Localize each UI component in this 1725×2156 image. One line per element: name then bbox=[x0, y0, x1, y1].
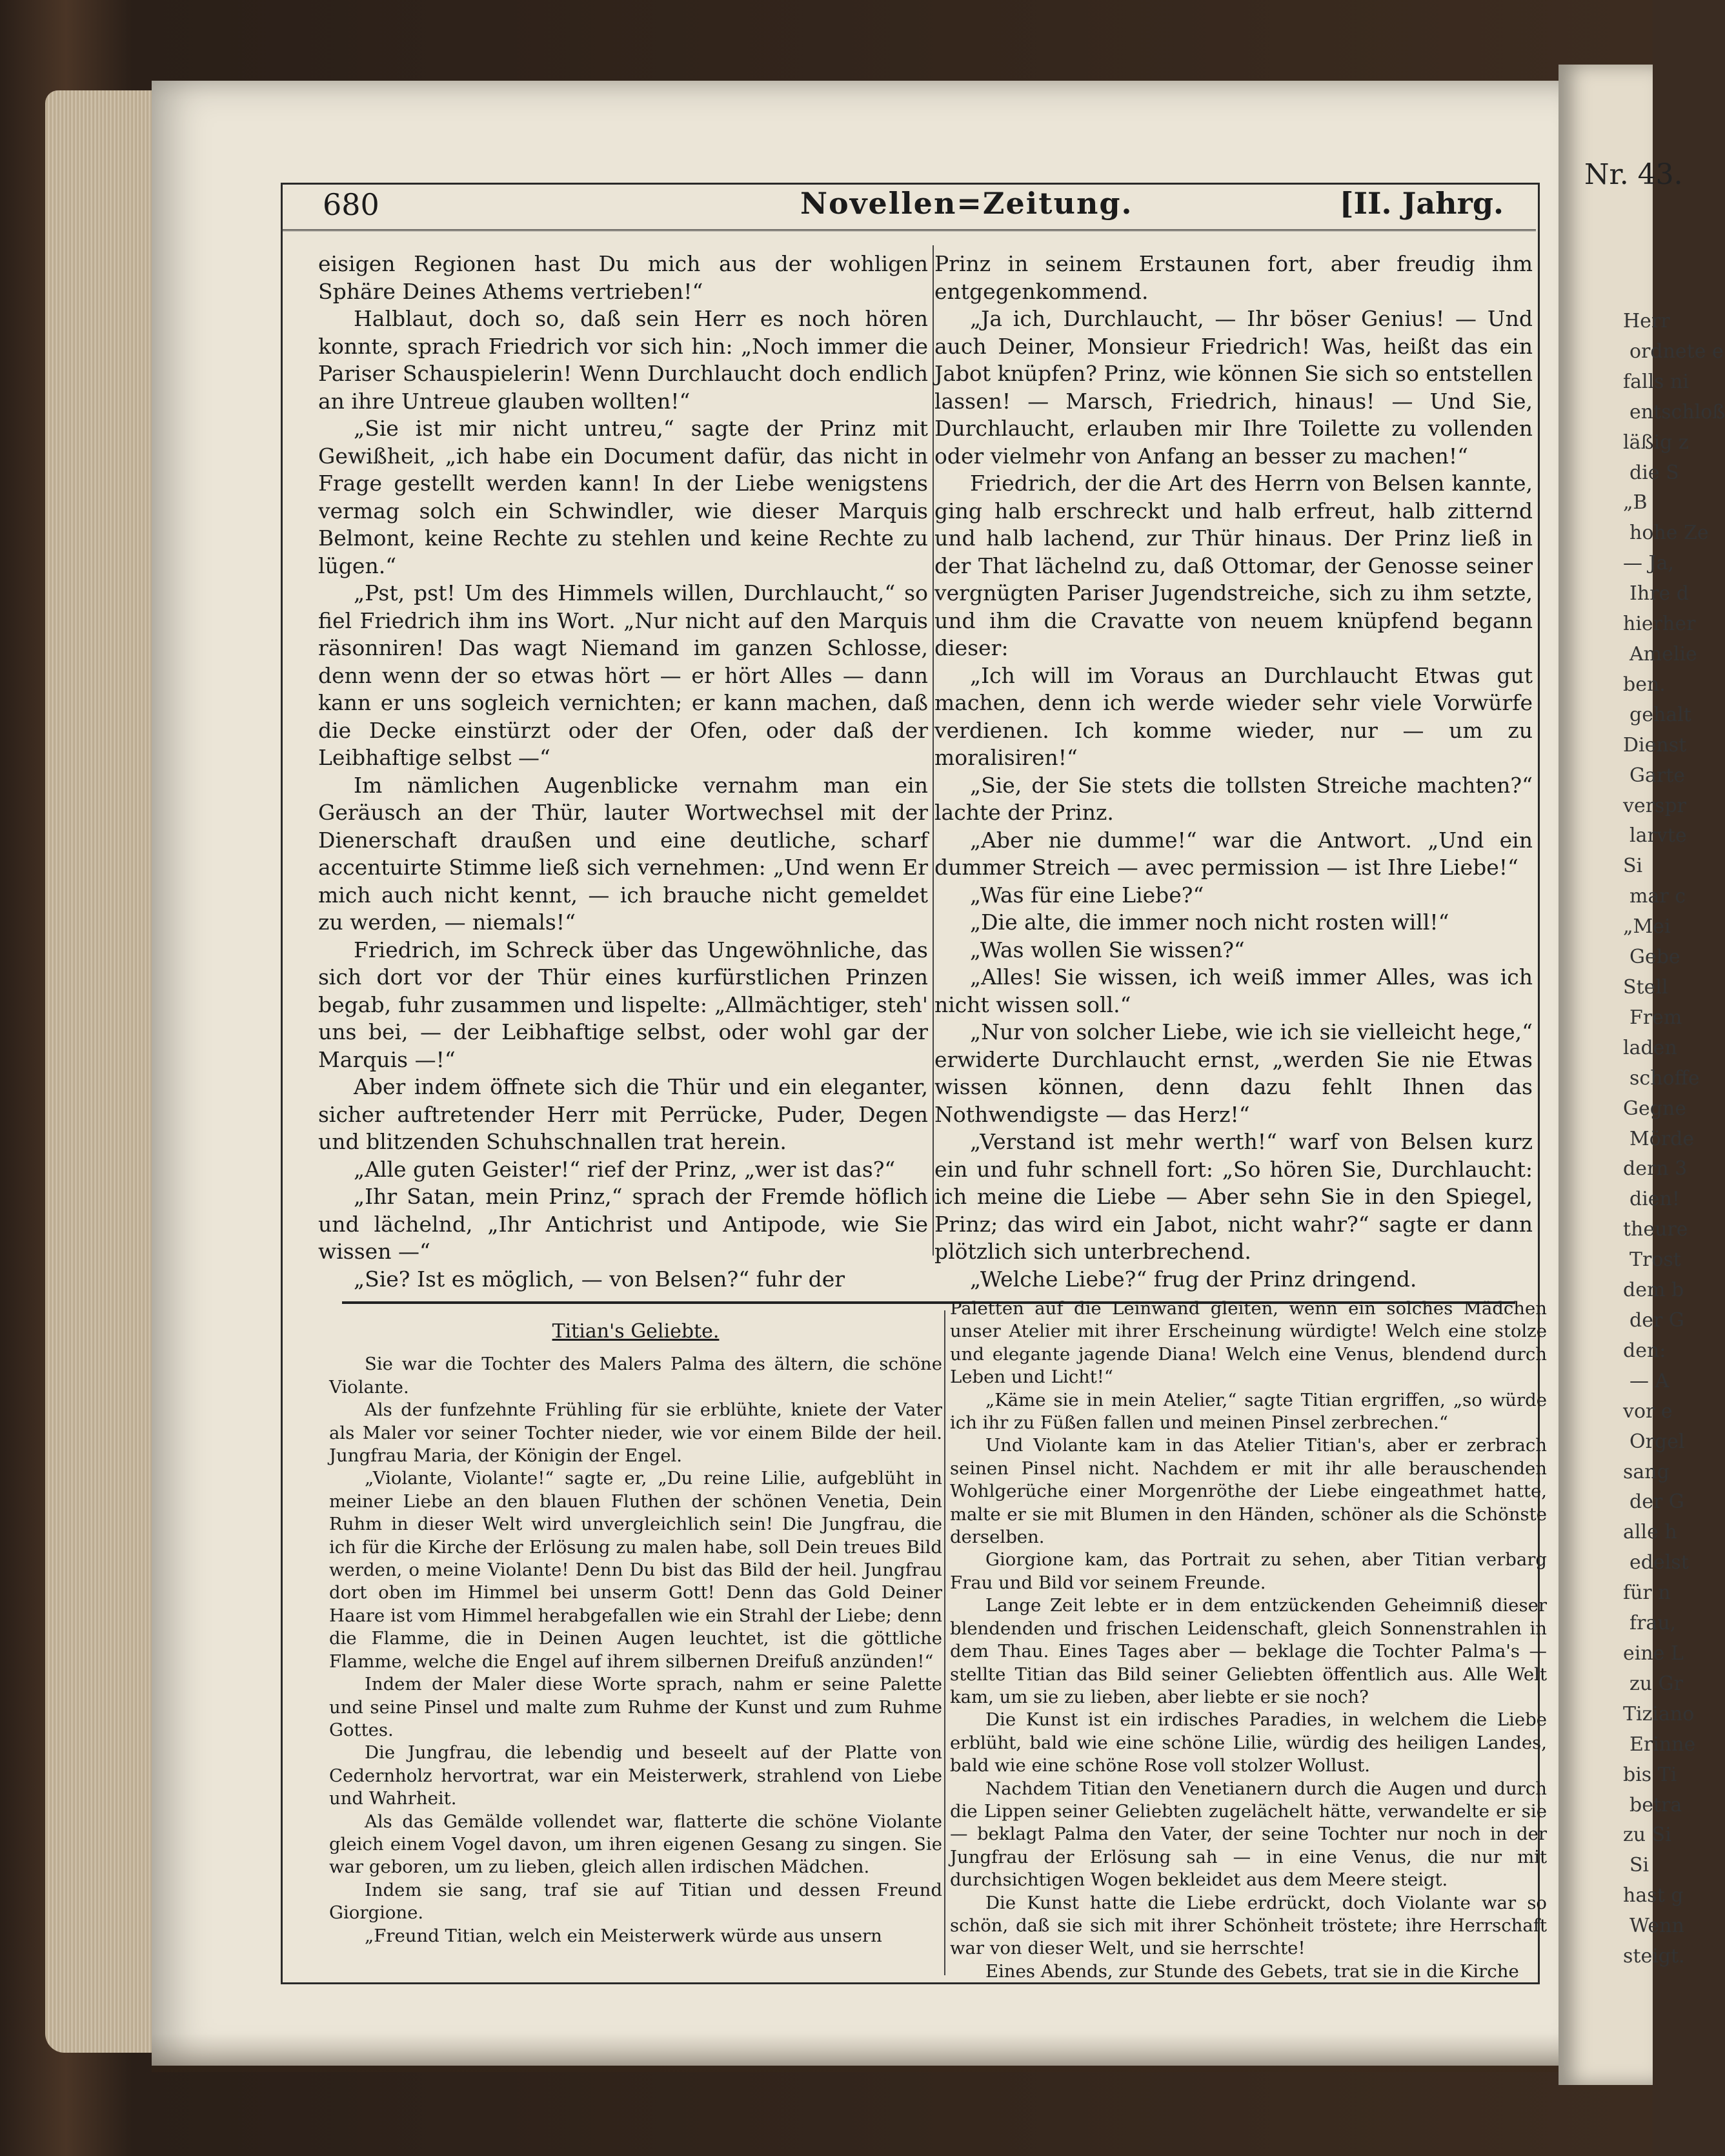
adjacent-page-fragment: „Mei bbox=[1623, 915, 1671, 939]
paragraph: eisigen Regionen hast Du mich aus der wohligen Sphäre Deines Athems vertrieben!“ bbox=[318, 251, 928, 304]
paragraph: Sie war die Tochter des Malers Palma des ältern, die schöne Violante. bbox=[329, 1354, 942, 1398]
adjacent-page-fragment: Frem bbox=[1629, 1006, 1682, 1029]
adjacent-page-fragment: theure bbox=[1623, 1218, 1688, 1241]
adjacent-page-fragment: „B bbox=[1623, 491, 1648, 514]
paragraph: „Sie ist mir nicht untreu,“ sagte der Prinz mit Gewißheit, „ich habe ein Document dafür, das nicht in Frage gestellt werden kann! In der Liebe wenigstens vermag solch ein Schwindler, wie dieser Marquis Belmont, keine Rechte zu stehlen und keine Rechte zu lügen.“ bbox=[318, 416, 928, 578]
upper-left-column bbox=[318, 250, 928, 1293]
adjacent-page-fragment: Garte bbox=[1629, 764, 1686, 787]
paragraph: „Verstand ist mehr werth!“ warf von Belsen kurz ein und fuhr schnell fort: „So hören Sie, Durchlaucht: ich meine die Liebe — Aber sehn Sie in den Spiegel, Prinz; das wird ein Jabot, nicht wahr?“ sagte er dann plötzlich sich unterbrechend. bbox=[934, 1129, 1533, 1264]
column-divider bbox=[933, 245, 934, 1256]
adjacent-page-fragment: die S bbox=[1629, 461, 1679, 484]
adjacent-page-fragment: eine L bbox=[1623, 1642, 1684, 1665]
paragraph: Lange Zeit lebte er in dem entzückenden Geheimniß dieser blendenden und frischen Leidenschaft, gleich Sonnenstrahlen in dem Thau. Eines Tages aber — beklage die Tochter Palma's — stellte Titian das Bild seiner Geliebten öffentlich aus. Alle Welt kam, um sie zu lieben, aber liebte er sie noch? bbox=[950, 1595, 1547, 1707]
paragraph: Aber indem öffnete sich die Thür und ein eleganter, sicher auftretender Herr mit Perrücke, Puder, Degen und blitzenden Schuhschnallen trat herein. bbox=[318, 1074, 928, 1154]
adjacent-page-fragment: Trost bbox=[1629, 1248, 1681, 1272]
page-number: 680 bbox=[323, 187, 379, 222]
paragraph: „Freund Titian, welch ein Meisterwerk würde aus unsern bbox=[365, 1925, 882, 1946]
adjacent-page-fragment: der G bbox=[1629, 1490, 1684, 1514]
paragraph: „Was wollen Sie wissen?“ bbox=[970, 937, 1245, 962]
adjacent-page-fragment: verspr bbox=[1623, 794, 1686, 817]
adjacent-page-fragment: bis Ti bbox=[1623, 1763, 1677, 1786]
paragraph: „Sie, der Sie stets die tollsten Streiche machten?“ lachte der Prinz. bbox=[934, 772, 1533, 825]
adjacent-page-fragment: Herr bbox=[1623, 310, 1670, 332]
adjacent-page-fragment: zu Gr bbox=[1629, 1672, 1683, 1695]
adjacent-page-fragment: laden bbox=[1623, 1036, 1677, 1059]
adjacent-page-fragment: Dienst bbox=[1623, 733, 1687, 757]
paragraph: „Ihr Satan, mein Prinz,“ sprach der Fremde höflich und lächelnd, „Ihr Antichrist und Antipode, wie Sie wissen —“ bbox=[318, 1184, 928, 1264]
adjacent-page-fragment: falls ni bbox=[1623, 370, 1690, 393]
adjacent-page-fragment: Gegne bbox=[1623, 1097, 1686, 1120]
adjacent-page-fragment: Wenn bbox=[1629, 1915, 1684, 1938]
paragraph: „Was für eine Liebe?“ bbox=[970, 882, 1204, 908]
paragraph: Im nämlichen Augenblicke vernahm man ein Geräusch an der Thür, lauter Wortwechsel mit der Dienerschaft draußen und eine deutliche, scharf accentuirte Stimme ließ sich vernehmen: „Und wenn Er mich auch nicht kennt, — ich brauche nicht gemeldet zu werden, — niemals!“ bbox=[318, 772, 928, 935]
paragraph: „Welche Liebe?“ frug der Prinz dringend. bbox=[970, 1266, 1417, 1292]
adjacent-page-fragment: läßig z bbox=[1623, 431, 1689, 454]
page-header bbox=[323, 186, 1504, 225]
paragraph: Prinz in seinem Erstaunen fort, aber freudig ihm entgegenkommend. bbox=[934, 251, 1533, 304]
adjacent-page-fragment: hohe Ze bbox=[1629, 522, 1709, 545]
adjacent-page-fragment: alle h bbox=[1623, 1521, 1677, 1544]
adjacent-page-header: Nr. 43. bbox=[1584, 158, 1683, 191]
paragraph: Paletten auf die Leinwand gleiten, wenn ein solches Mädchen unser Atelier mit ihrer Erscheinung würdigte! Welch eine stolze und elegante jagende Diana! Welch eine Venus, blendend durch Leben und Licht!“ bbox=[950, 1298, 1547, 1388]
story-title: Titian's Geliebte. bbox=[552, 1320, 720, 1343]
adjacent-page-fragment: Stell bbox=[1623, 976, 1668, 999]
adjacent-page-fragment: mar c bbox=[1629, 885, 1686, 908]
paragraph: „Aber nie dumme!“ war die Antwort. „Und ein dummer Streich — avec permission — ist Ihre Liebe!“ bbox=[934, 827, 1533, 880]
adjacent-page-fragment: hierher bbox=[1623, 613, 1696, 636]
adjacent-page-fragment: entschloß bbox=[1629, 400, 1725, 423]
paragraph: „Käme sie in mein Atelier,“ sagte Titian ergriffen, „so würde ich ihr zu Füßen fallen und meinen Pinsel zerbrechen.“ bbox=[950, 1389, 1547, 1434]
adjacent-page-fragment: betra bbox=[1629, 1793, 1682, 1816]
adjacent-page-fragment: frau, bbox=[1629, 1612, 1677, 1635]
adjacent-page-fragment: Mörde bbox=[1629, 1127, 1695, 1150]
adjacent-page-fragment: — A bbox=[1629, 1369, 1670, 1392]
paragraph: „Ja ich, Durchlaucht, — Ihr böser Genius! — Und auch Deiner, Monsieur Friedrich! Was, heißt das ein Jabot knüpfen? Prinz, wie können Sie sich so entstellen lassen! — Marsch, Friedrich, hinaus! — Und Sie, Durchlaucht, erlauben mir Ihre Toilette zu vollenden oder vielmehr von Anfang an besser zu machen!“ bbox=[934, 306, 1533, 469]
paragraph: Und Violante kam in das Atelier Titian's, aber er zerbrach seinen Pinsel nicht. Nachdem er mit ihr alle berauschenden Wohlgerüche einer Morgenröthe der Liebe eingeathmet hatte, malte er sie mit Blumen in den Händen, schöner als die Schönste derselben. bbox=[950, 1435, 1547, 1548]
upper-right-column bbox=[934, 250, 1533, 1293]
paragraph: „Alles! Sie wissen, ich weiß immer Alles, was ich nicht wissen soll.“ bbox=[934, 964, 1533, 1017]
paragraph: Als der funfzehnte Frühling für sie erblühte, kniete der Vater als Maler vor seiner Tochter nieder, wie vor einem Bilde der heil. Jungfrau Maria, der Königin der Engel. bbox=[329, 1399, 942, 1467]
adjacent-page-fragment: larvte bbox=[1629, 824, 1687, 848]
adjacent-page-fragment: Si bbox=[1629, 1854, 1649, 1877]
lower-left-column bbox=[329, 1320, 942, 1948]
adjacent-page bbox=[1559, 65, 1725, 2085]
paragraph: „Pst, pst! Um des Himmels willen, Durchlaucht,“ so fiel Friedrich ihm ins Wort. „Nur nicht auf den Marquis räsonniren! Das wagt Niemand im ganzen Schlosse, denn wenn der so etwas hört — er hört Alles — dann kann er uns sogleich vernichten; er kann machen, daß die Decke einstürzt oder der Ofen, oder daß der Leibhaftige selbst —“ bbox=[318, 580, 928, 770]
paragraph: Die Kunst hatte die Liebe erdrückt, doch Violante war so schön, daß sie sich mit ihrer Schönheit tröstete; ihre Herrschaft war von dieser Welt, und sie herrschte! bbox=[950, 1892, 1547, 1959]
adjacent-page-fragment: dem b bbox=[1623, 1279, 1684, 1302]
paragraph: „Die alte, die immer noch nicht rosten will!“ bbox=[970, 910, 1449, 935]
adjacent-page-fragment: edelst bbox=[1629, 1551, 1689, 1574]
page-shadow bbox=[152, 2033, 1559, 2072]
adjacent-page-fragment: Gebe bbox=[1629, 946, 1680, 969]
adjacent-page-fragment: Erinne bbox=[1629, 1733, 1696, 1756]
adjacent-page-fragment: Si bbox=[1623, 855, 1643, 878]
adjacent-page-fragment: vor e bbox=[1623, 1399, 1673, 1423]
adjacent-page-fragment: Orgel bbox=[1629, 1430, 1685, 1453]
adjacent-page-fragment: — Ja, bbox=[1623, 552, 1674, 575]
paragraph: „Nur von solcher Liebe, wie ich sie vielleicht hege,“ erwiderte Durchlaucht ernst, „werden Sie nie Etwas wissen können, denn dazu fehlt Ihnen das Nothwendigste — das Herz!“ bbox=[934, 1019, 1533, 1127]
adjacent-page-fragment: zu Si bbox=[1623, 1824, 1671, 1847]
adjacent-page-fragment: dien! bbox=[1629, 1188, 1680, 1211]
adjacent-page-fragment: Amelie bbox=[1629, 643, 1697, 666]
paragraph: „Alle guten Geister!“ rief der Prinz, „wer ist das?“ bbox=[354, 1156, 896, 1182]
paragraph: Nachdem Titian den Venetianern durch die Augen und durch die Lippen seiner Geliebten zugelächelt hätte, verwandelte er sie — beklagt Palma den Vater, der seine Tochter nur noch in der Jungfrau der Erlösung sah — in eine Venus, die nur mit durchsichtigen Wogen bekleidet aus dem Meere steigt. bbox=[950, 1778, 1547, 1891]
journal-title: Novellen=Zeitung. bbox=[800, 186, 1133, 221]
adjacent-page-fragment: Ihre d bbox=[1629, 582, 1690, 605]
adjacent-page-fragment: der G bbox=[1629, 1309, 1684, 1332]
adjacent-page-fragment: den: bbox=[1623, 1339, 1666, 1362]
paragraph: Die Kunst ist ein irdisches Paradies, in welchem die Liebe erblüht, bald wie eine schöne Lilie, würdig des heiligen Landes, bald wie eine schöne Rose voll stolzer Wollust. bbox=[950, 1709, 1547, 1776]
adjacent-page-fragment: für n bbox=[1623, 1581, 1671, 1605]
paragraph: Als das Gemälde vollendet war, flatterte die schöne Violante gleich einem Vogel davon, um ihren eigenen Gesang zu singen. Sie war geboren, um zu lieben, gleich allen irdischen Mädchen. bbox=[329, 1811, 942, 1878]
paragraph: Die Jungfrau, die lebendig und beseelt auf der Platte von Cedernholz hervortrat, war ein Meisterwerk, strahlend von Liebe und Wahrheit. bbox=[329, 1742, 942, 1809]
column-divider bbox=[944, 1310, 945, 1975]
adjacent-page-fragment: gehalt bbox=[1629, 703, 1691, 726]
adjacent-page-fragment: schoffe bbox=[1629, 1066, 1700, 1090]
lower-right-column bbox=[950, 1297, 1547, 1983]
adjacent-page-fragment: sang bbox=[1623, 1460, 1670, 1483]
adjacent-page-fragment: ordnete e bbox=[1629, 340, 1724, 363]
paragraph: Friedrich, im Schreck über das Ungewöhnliche, das sich dort vor der Thür eines kurfürstlichen Prinzen begab, fuhr zusammen und lispelte: „Allmächtiger, steh' uns bei, — der Leibhaftige selbst, oder wohl gar der Marquis —!“ bbox=[318, 937, 928, 1072]
paragraph: Friedrich, der die Art des Herrn von Belsen kannte, ging halb erschreckt und halb erfreut, halb zitternd und halb lachend, zur Thür hinaus. Der Prinz ließ in der That lächelnd zu, daß Ottomar, der Genosse seiner vergnügten Pariser Jugendstreiche, sich zu ihm setzte, und ihm die Cravatte von neuem knüpfend begann dieser: bbox=[934, 471, 1533, 660]
paragraph: Giorgione kam, das Portrait zu sehen, aber Titian verbarg Frau und Bild vor seinem Freunde. bbox=[950, 1549, 1547, 1593]
paragraph: Eines Abends, zur Stunde des Gebets, trat sie in die Kirche bbox=[985, 1960, 1519, 1982]
paragraph: Indem sie sang, traf sie auf Titian und dessen Freund Giorgione. bbox=[329, 1879, 942, 1924]
paragraph: Halblaut, doch so, daß sein Herr es noch hören konnte, sprach Friedrich vor sich hin: „Noch immer die Pariser Schauspielerin! Wenn Durchlaucht doch endlich an ihre Untreue glauben wollten!“ bbox=[318, 306, 928, 414]
adjacent-page-fragment: dern 3 bbox=[1623, 1157, 1688, 1181]
volume-label: [II. Jahrg. bbox=[1339, 186, 1504, 221]
header-rule bbox=[281, 229, 1536, 231]
adjacent-page-fragment: Tiziano bbox=[1623, 1702, 1695, 1725]
adjacent-page-fragment: hast g bbox=[1623, 1884, 1684, 1907]
adjacent-page-fragment: steigt. bbox=[1623, 1945, 1685, 1968]
adjacent-page-fragment: ben. bbox=[1623, 673, 1666, 696]
paragraph: „Violante, Violante!“ sagte er, „Du reine Lilie, aufgeblüht in meiner Liebe an den blauen Fluthen der schönen Venetia, Dein Ruhm in dieser Welt wird unvergleichlich sein! Die Jungfrau, die ich für die Kirche der Erlösung zu malen habe, soll Dein treues Bild werden, o meine Violante! Denn Du bist das Bild der heil. Jungfrau dort oben im Himmel bei unserm Gott! Denn das Gold Deiner Haare ist vom Himmel herabgefallen wie ein Strahl der Liebe; denn die Flamme, die in Deinen Augen leuchtet, ist die göttliche Flamme, welche die Engel auf ihrem silbernen Dreifuß anzünden!“ bbox=[329, 1468, 942, 1672]
paragraph: „Ich will im Voraus an Durchlaucht Etwas gut machen, denn ich werde wieder sehr viele Vorwürfe verdienen. Ich komme wieder, nur — um zu moralisiren!“ bbox=[934, 662, 1533, 770]
paragraph: Indem der Maler diese Worte sprach, nahm er seine Palette und seine Pinsel und malte zum Ruhme der Kunst und zum Ruhme Gottes. bbox=[329, 1674, 942, 1740]
paragraph: „Sie? Ist es möglich, — von Belsen?“ fuhr der bbox=[354, 1266, 845, 1292]
